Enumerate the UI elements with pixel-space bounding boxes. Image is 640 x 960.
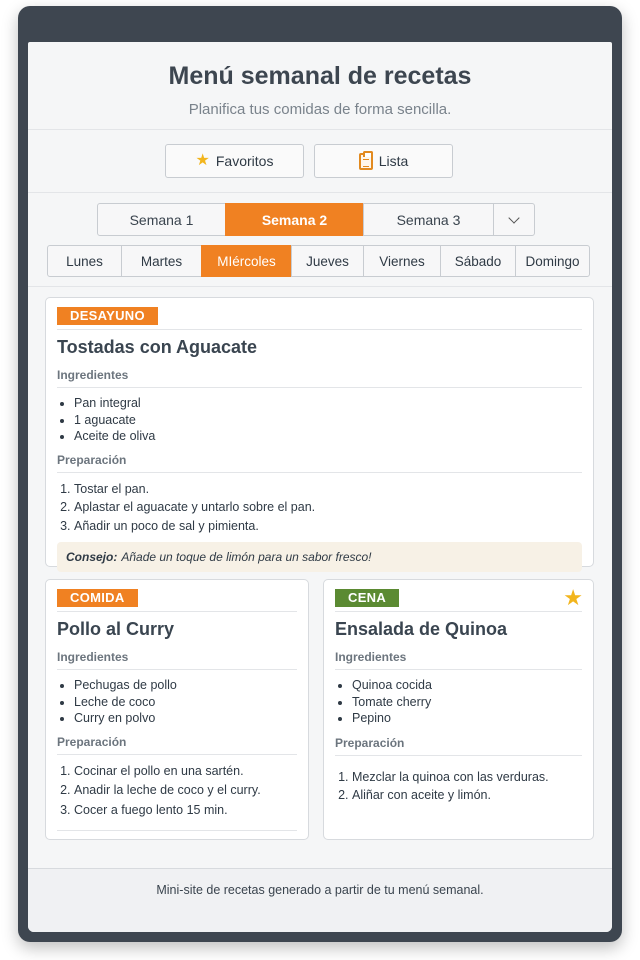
page-header	[28, 42, 612, 130]
ingredients-heading: Ingredientes	[57, 368, 129, 382]
page-subtitle: Planifica tus comidas de forma sencilla.	[188, 101, 452, 118]
list-button-label: Lista	[378, 153, 409, 169]
ingredients-heading: Ingredientes	[335, 650, 407, 664]
ingredient-item: • Pepino	[352, 710, 582, 727]
ingredients-list	[57, 677, 297, 727]
favorite-star-icon[interactable]: ★	[563, 585, 583, 610]
page-title: Menú semanal de recetas	[168, 62, 472, 90]
recipe-card-dinner	[323, 579, 594, 840]
tab-day-sabado[interactable]: Sábado	[440, 245, 516, 277]
ingredient-item: • Pan integral	[74, 395, 582, 412]
recipe-title: Ensalada de Quinoa	[335, 619, 508, 639]
tab-week-1[interactable]: Semana 1	[97, 203, 226, 236]
tab-day-domingo[interactable]: Domingo	[515, 245, 590, 277]
chevron-down-icon	[508, 212, 519, 223]
tab-day-jueves[interactable]: Jueves	[291, 245, 364, 277]
ingredient-item: • Tomate cherry	[352, 694, 582, 711]
app-screen	[28, 42, 612, 932]
divider	[335, 669, 582, 670]
tab-day-lunes[interactable]: Lunes	[47, 245, 122, 277]
week-dropdown-button[interactable]	[493, 203, 535, 236]
ingredients-list	[335, 677, 582, 727]
tip-text: Añade un toque de limón para un sabor fresco!	[121, 550, 372, 564]
divider	[335, 755, 582, 756]
favorites-button[interactable]	[165, 144, 304, 178]
divider	[57, 669, 297, 670]
recipe-card-breakfast	[45, 297, 594, 567]
tab-day-miercoles[interactable]: MIércoles	[201, 245, 292, 277]
ingredients-list	[57, 395, 582, 445]
step-item: 3. Añadir un poco de sal y pimienta.	[74, 517, 582, 536]
divider	[57, 387, 582, 388]
steps-list	[335, 768, 582, 805]
meal-badge: CENA	[335, 589, 399, 607]
week-tabs	[97, 203, 535, 236]
step-item: 2. Anadir la leche de coco y el curry.	[74, 781, 297, 801]
action-bar	[28, 130, 612, 193]
meal-badge: COMIDA	[57, 589, 138, 607]
divider	[57, 611, 297, 612]
preparation-heading: Preparación	[335, 735, 405, 750]
recipe-card-lunch	[45, 579, 309, 840]
step-item: 3. Cocer a fuego lento 15 min.	[74, 801, 297, 821]
footer-text: Mini-site de recetas generado a partir de tu menú semanal.	[156, 883, 484, 897]
ingredient-item: • Quinoa cocida	[352, 677, 582, 694]
tip-label: Consejo:	[66, 550, 118, 564]
divider	[57, 329, 582, 330]
day-tabs	[47, 245, 590, 277]
step-item: 1. Tostar el pan.	[74, 480, 582, 499]
step-item: 2. Aliñar con aceite y limón.	[352, 786, 582, 805]
favorites-button-label: Favoritos	[215, 153, 274, 169]
page-footer	[28, 868, 612, 932]
divider	[57, 472, 582, 473]
divider	[57, 754, 297, 755]
tab-day-martes[interactable]: Martes	[121, 245, 202, 277]
divider	[335, 611, 582, 612]
preparation-heading: Preparación	[57, 734, 127, 749]
recipe-title: Tostadas con Aguacate	[57, 337, 258, 357]
ingredient-item: • Leche de coco	[74, 694, 297, 711]
ingredients-heading: Ingredientes	[57, 650, 129, 664]
clipboard-icon	[359, 153, 373, 170]
list-button[interactable]	[314, 144, 453, 178]
star-icon: ★	[195, 152, 210, 169]
step-item: 2. Aplastar el aguacate y untarlo sobre el pan.	[74, 498, 582, 517]
steps-list	[57, 480, 582, 536]
ingredient-item: • Curry en polvo	[74, 710, 297, 727]
divider	[57, 830, 297, 831]
step-item: 1. Cocinar el pollo en una sartén.	[74, 762, 297, 782]
tab-day-viernes[interactable]: Viernes	[363, 245, 441, 277]
steps-list	[57, 762, 297, 821]
step-item: 1. Mezclar la quinoa con las verduras.	[352, 768, 582, 787]
ingredient-item: • 1 aguacate	[74, 412, 582, 429]
meal-badge: DESAYUNO	[57, 307, 158, 325]
tab-week-2[interactable]: Semana 2	[225, 203, 364, 236]
tab-week-3[interactable]: Semana 3	[363, 203, 494, 236]
tip-box	[57, 542, 582, 572]
preparation-heading: Preparación	[57, 452, 127, 467]
recipe-title: Pollo al Curry	[57, 619, 175, 639]
divider	[28, 286, 612, 287]
ingredient-item: • Aceite de oliva	[74, 428, 582, 445]
ingredient-item: • Pechugas de pollo	[74, 677, 297, 694]
